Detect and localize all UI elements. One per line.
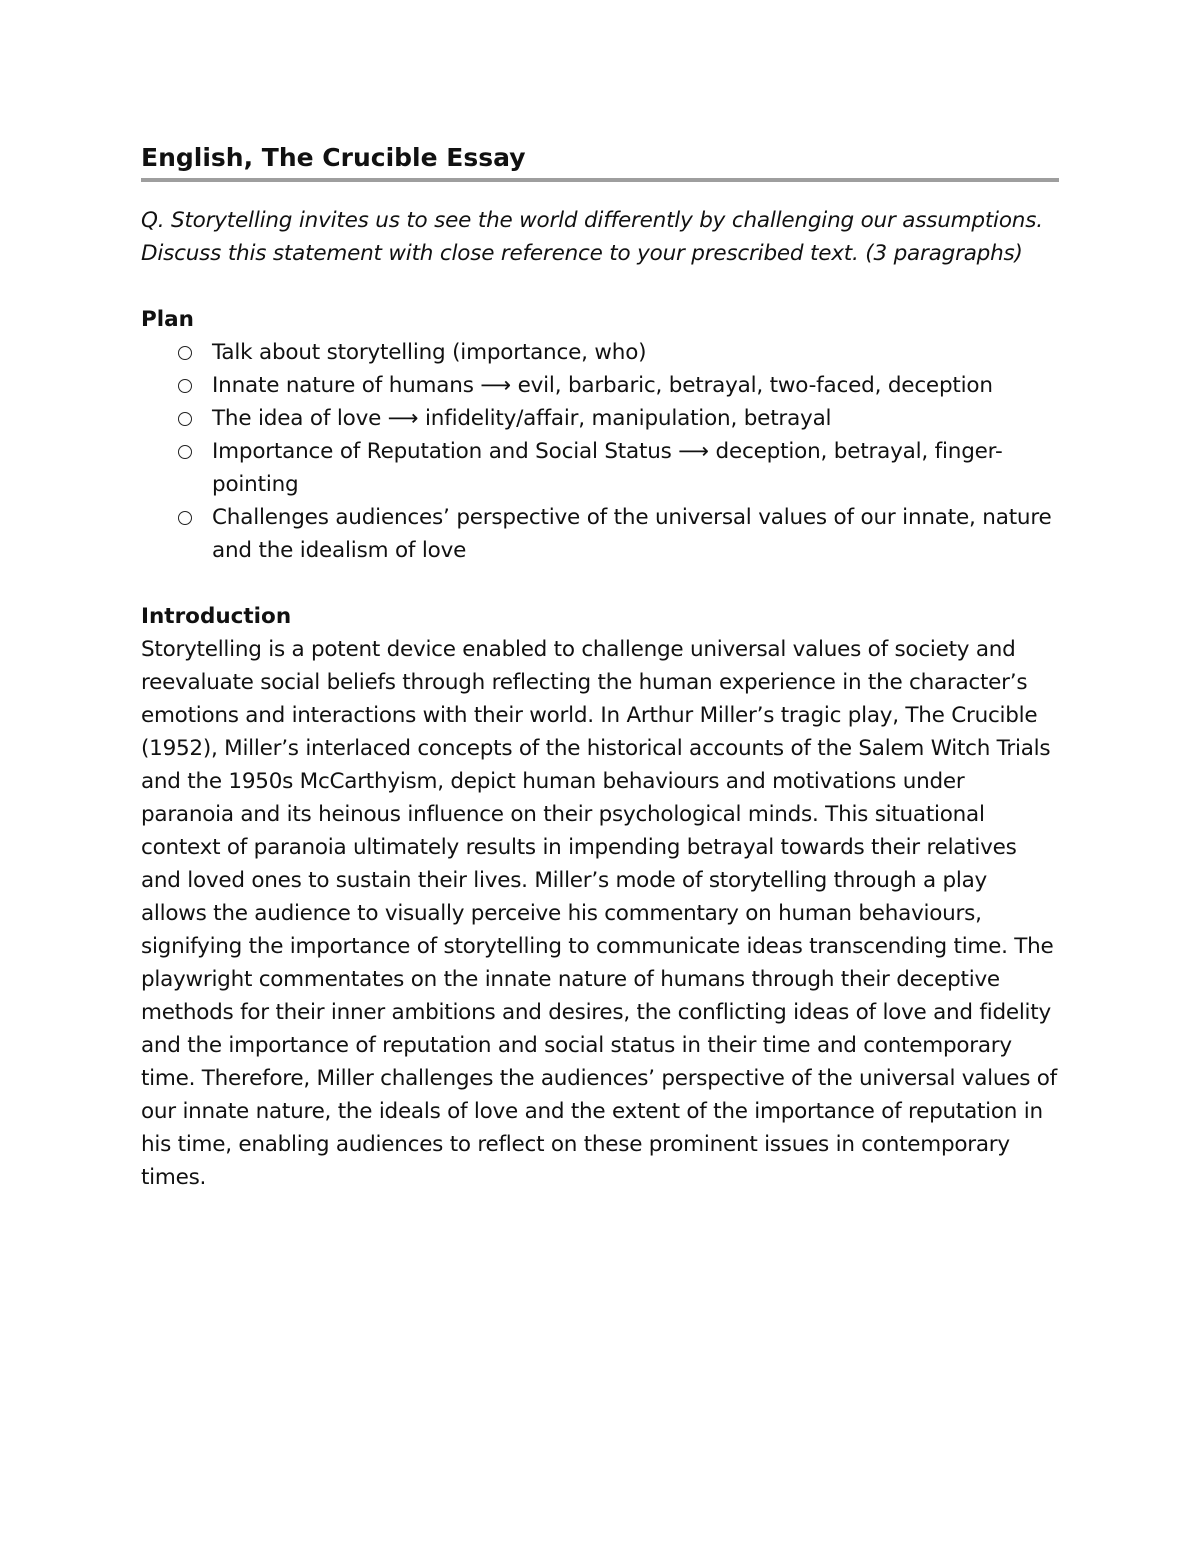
plan-item-text: The idea of love ⟶ infidelity/affair, manipulation, betrayal [212,406,832,431]
introduction-paragraph: Storytelling is a potent device enabled to challenge universal values of society and reevaluate social beliefs through reflecting the human experience in the character’s emotions and interactions with their world. In Arthur Miller’s tragic play, The Crucible (1952), Miller’s interlaced concepts of the historical accounts of the Salem Witch Trials and the 1950s McCarthyism, depict human behaviours and motivations under paranoia and its heinous influence on their psychological minds. This situational context of paranoia ultimately results in impending betrayal towards their relatives and loved ones to sustain their lives. Miller’s mode of storytelling through a play allows the audience to visually perceive his commentary on human behaviours, signifying the importance of storytelling to communicate ideas transcending time. The playwright commentates on the innate nature of humans through their deceptive methods for their inner ambitions and desires, the conflicting ideas of love and fidelity and the importance of reputation and social status in their time and contemporary time. Therefore, Miller challenges the audiences’ perspective of the universal values of our innate nature, the ideals of love and the extent of the importance of reputation in his time, enabling audiences to reflect on these prominent issues in contemporary times. [141,637,1057,1190]
plan-item [141,336,1059,369]
plan-item [141,402,1059,435]
document-title: English, The Crucible Essay [141,143,526,172]
plan-list [141,336,1059,567]
hollow-circle-bullet-icon [178,346,192,360]
plan-item-text: Challenges audiences’ perspective of the universal values of our innate, nature and the idealism of love [212,505,1052,563]
plan-item [141,435,1059,501]
plan-heading: Plan [141,307,194,332]
plan-item-text: Talk about storytelling (importance, who) [212,340,647,365]
hollow-circle-bullet-icon [178,379,192,393]
plan-item-text: Innate nature of humans ⟶ evil, barbaric, betrayal, two-faced, deception [212,373,993,398]
plan-item [141,369,1059,402]
title-underline-divider [141,178,1059,182]
hollow-circle-bullet-icon [178,445,192,459]
introduction-heading: Introduction [141,604,292,629]
hollow-circle-bullet-icon [178,511,192,525]
essay-question: Q. Storytelling invites us to see the world differently by challenging our assumptions. Discuss this statement with close reference to your prescribed text. (3 paragraphs) [141,208,1043,266]
document-page [141,140,1059,1194]
plan-item [141,501,1059,567]
plan-item-text: Importance of Reputation and Social Status ⟶ deception, betrayal, finger-pointing [212,439,1003,497]
hollow-circle-bullet-icon [178,412,192,426]
